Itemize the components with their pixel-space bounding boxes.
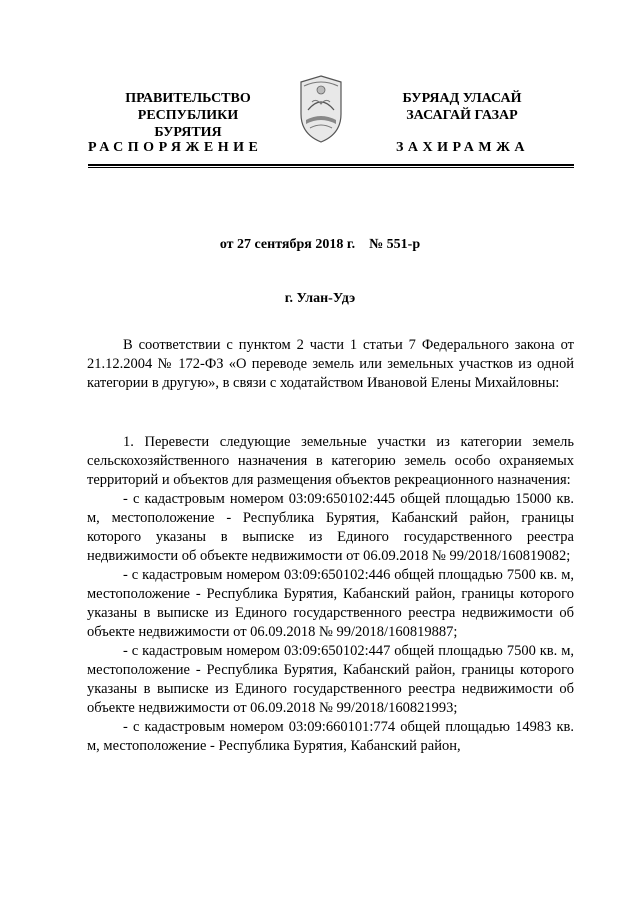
document-type-ru: РАСПОРЯЖЕНИЕ	[88, 140, 263, 155]
government-name-line1: ПРАВИТЕЛЬСТВО	[125, 91, 251, 106]
land-plot-item: - с кадастровым номером 03:09:650102:447 общей площадью 7500 кв. м, местоположение - Республика Бурятия, Кабанский район, границы которого указаны в выписке из Единого государственного реестра недвижимости об объекте недвижимости от 06.09.2018 № 99/2018/160821993;	[87, 643, 574, 716]
land-plot-item: - с кадастровым номером 03:09:650102:446 общей площадью 7500 кв. м, местоположение - Республика Бурятия, Кабанский район, границы которого указаны в выписке из Единого государственного реестра недвижимости об объекте недвижимости от 06.09.2018 № 99/2018/160819887;	[87, 567, 574, 640]
order-line	[0, 237, 640, 253]
government-name-line2: РЕСПУБЛИКИ БУРЯТИЯ	[137, 108, 239, 140]
preamble: В соответствии с пунктом 2 части 1 статьи 7 Федерального закона от 21.12.2004 № 172-ФЗ «О переводе земель или земельных участков из одной категории в другую», в связи с ходатайством Ивановой Елены Михайловны:	[87, 337, 574, 391]
government-name-buryat-line1: БУРЯАД УЛАСАЙ	[402, 91, 522, 106]
preamble-block	[87, 336, 574, 393]
land-plot-item: - с кадастровым номером 03:09:650102:445 общей площадью 15000 кв. м, местоположение - Республика Бурятия, Кабанский район, границы которого указаны в выписке из Единого государственного реестра недвижимости об объекте недвижимости от 06.09.2018 № 99/2018/160819082;	[87, 491, 574, 564]
header-left	[108, 90, 268, 141]
point-1-block	[87, 433, 574, 756]
document-type-bua: ЗАХИРАМЖА	[396, 140, 530, 155]
header-right	[378, 90, 546, 124]
header-divider-thin	[88, 167, 574, 168]
city: г. Улан-Удэ	[284, 291, 356, 306]
order-number: № 551-р	[369, 237, 421, 252]
coat-of-arms-icon	[294, 74, 348, 144]
land-plot-item: - с кадастровым номером 03:09:660101:774 общей площадью 14983 кв. м, местоположение - Республика Бурятия, Кабанский район,	[87, 719, 574, 754]
government-name-buryat-line2: ЗАСАГАЙ ГАЗАР	[406, 108, 518, 123]
order-date: от 27 сентября 2018 г.	[219, 237, 356, 252]
point-1-text: 1. Перевести следующие земельные участки из категории земель сельскохозяйственного назначения в категорию земель особо охраняемых территорий и объектов для размещения объектов рекреационного назначения:	[87, 434, 574, 488]
header-divider-thick	[88, 164, 574, 166]
